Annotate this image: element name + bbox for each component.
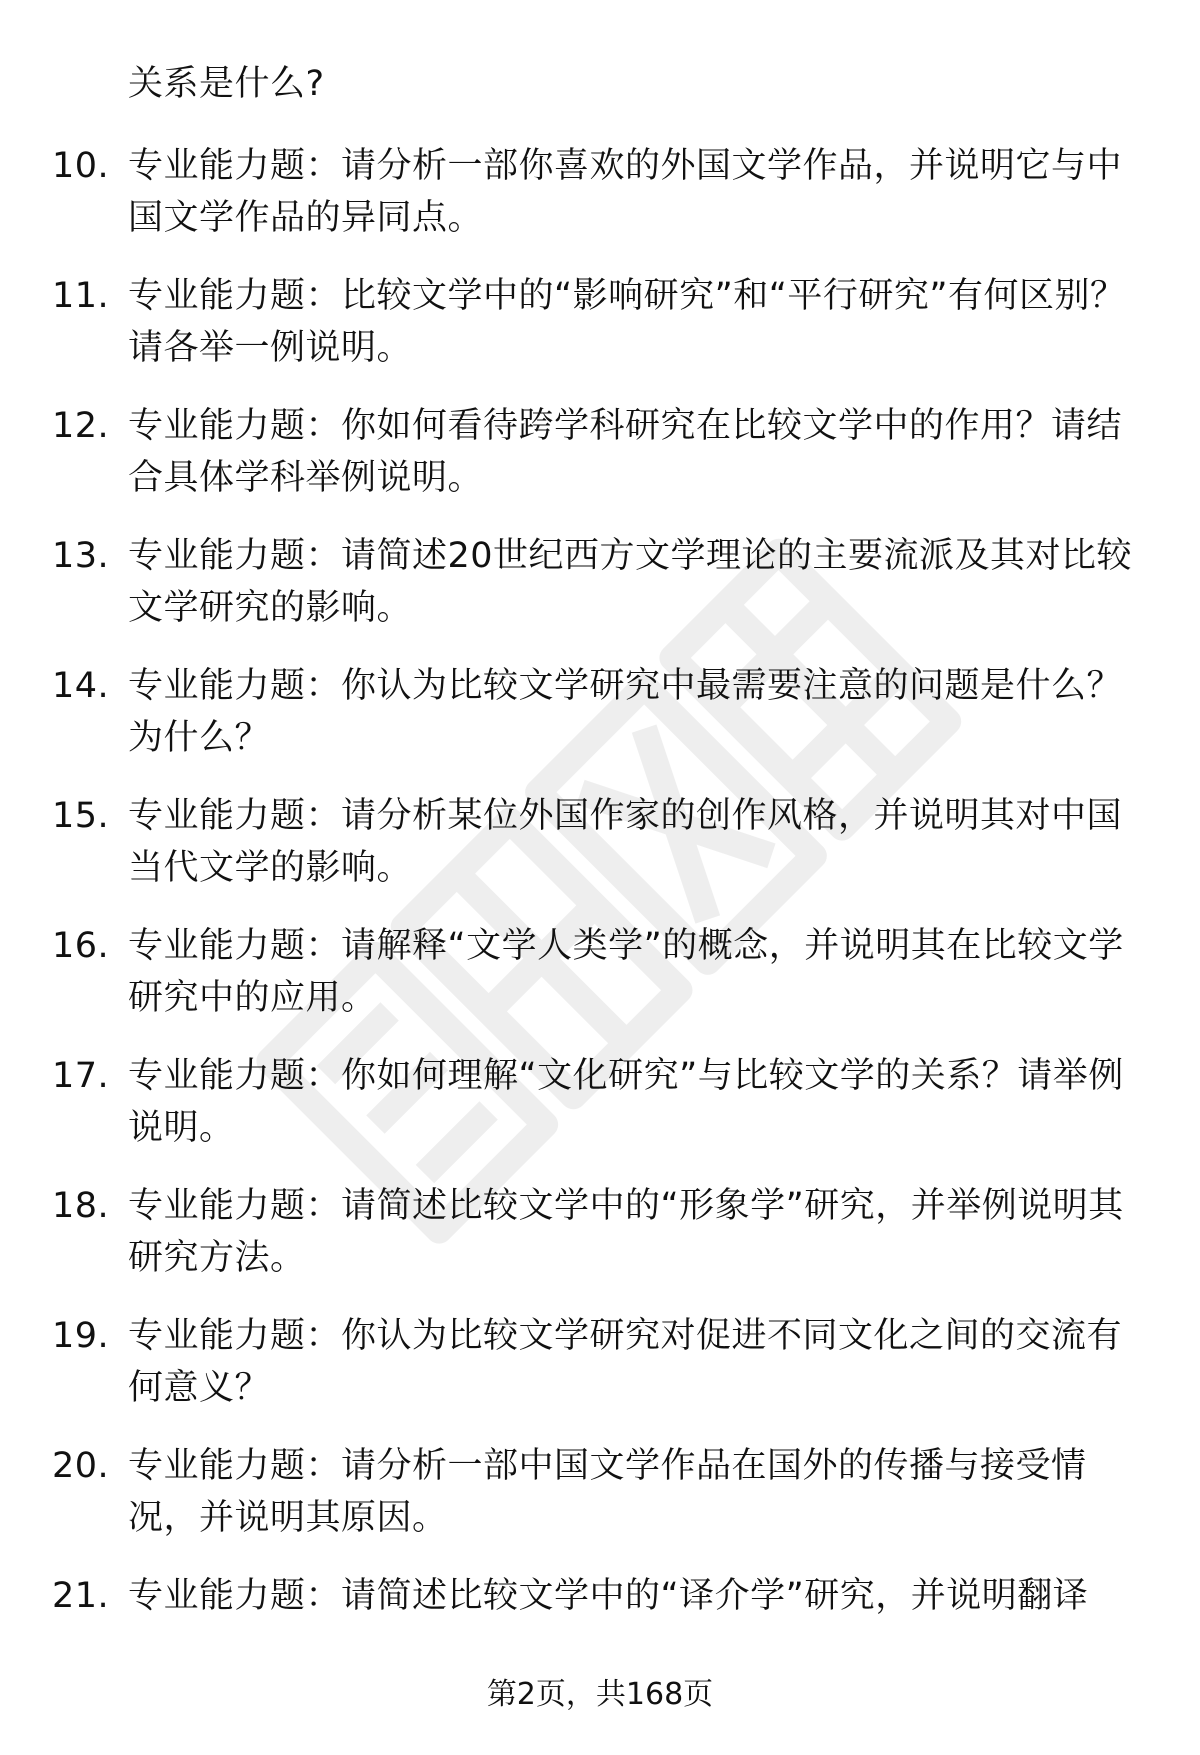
question-number: 12. (52, 406, 110, 446)
question-number: 19. (52, 1316, 110, 1356)
question-number: 10. (52, 146, 110, 186)
question-number: 17. (52, 1056, 110, 1096)
question-number: 20. (52, 1446, 110, 1486)
question-text: 专业能力题：你如何理解“文化研究”与比较文学的关系？请举例说明。 (128, 1056, 1124, 1148)
question-text: 专业能力题：请简述20世纪西方文学理论的主要流派及其对比较文学研究的影响。 (128, 536, 1133, 628)
question-text: 专业能力题：请分析某位外国作家的创作风格，并说明其对中国当代文学的影响。 (128, 796, 1123, 888)
question-text: 专业能力题：请分析一部中国文学作品在国外的传播与接受情况，并说明其原因。 (128, 1446, 1087, 1538)
continued-question-text: 关系是什么? (128, 64, 325, 104)
question-text: 专业能力题：你如何看待跨学科研究在比较文学中的作用？请结合具体学科举例说明。 (128, 406, 1123, 498)
question-number: 16. (52, 926, 110, 966)
question-text: 专业能力题：请简述比较文学中的“译介学”研究，并说明翻译 (128, 1576, 1089, 1616)
question-text: 专业能力题：请解释“文学人类学”的概念，并说明其在比较文学研究中的应用。 (128, 926, 1124, 1018)
question-number: 18. (52, 1186, 110, 1226)
question-number: 11. (52, 276, 110, 316)
question-number: 14. (52, 666, 110, 706)
question-text: 专业能力题：你认为比较文学研究对促进不同文化之间的交流有何意义？ (128, 1316, 1123, 1408)
question-text: 专业能力题：比较文学中的“影响研究”和“平行研究”有何区别？请各举一例说明。 (128, 276, 1126, 368)
question-text: 专业能力题：请简述比较文学中的“形象学”研究，并举例说明其研究方法。 (128, 1186, 1124, 1278)
page-number-footer: 第2页，共168页 (486, 1677, 714, 1712)
question-text: 专业能力题：你认为比较文学研究中最需要注意的问题是什么？为什么？ (128, 666, 1123, 758)
question-number: 21. (52, 1576, 110, 1616)
question-number: 15. (52, 796, 110, 836)
question-number: 13. (52, 536, 110, 576)
question-text: 专业能力题：请分析一部你喜欢的外国文学作品，并说明它与中国文学作品的异同点。 (128, 146, 1123, 238)
